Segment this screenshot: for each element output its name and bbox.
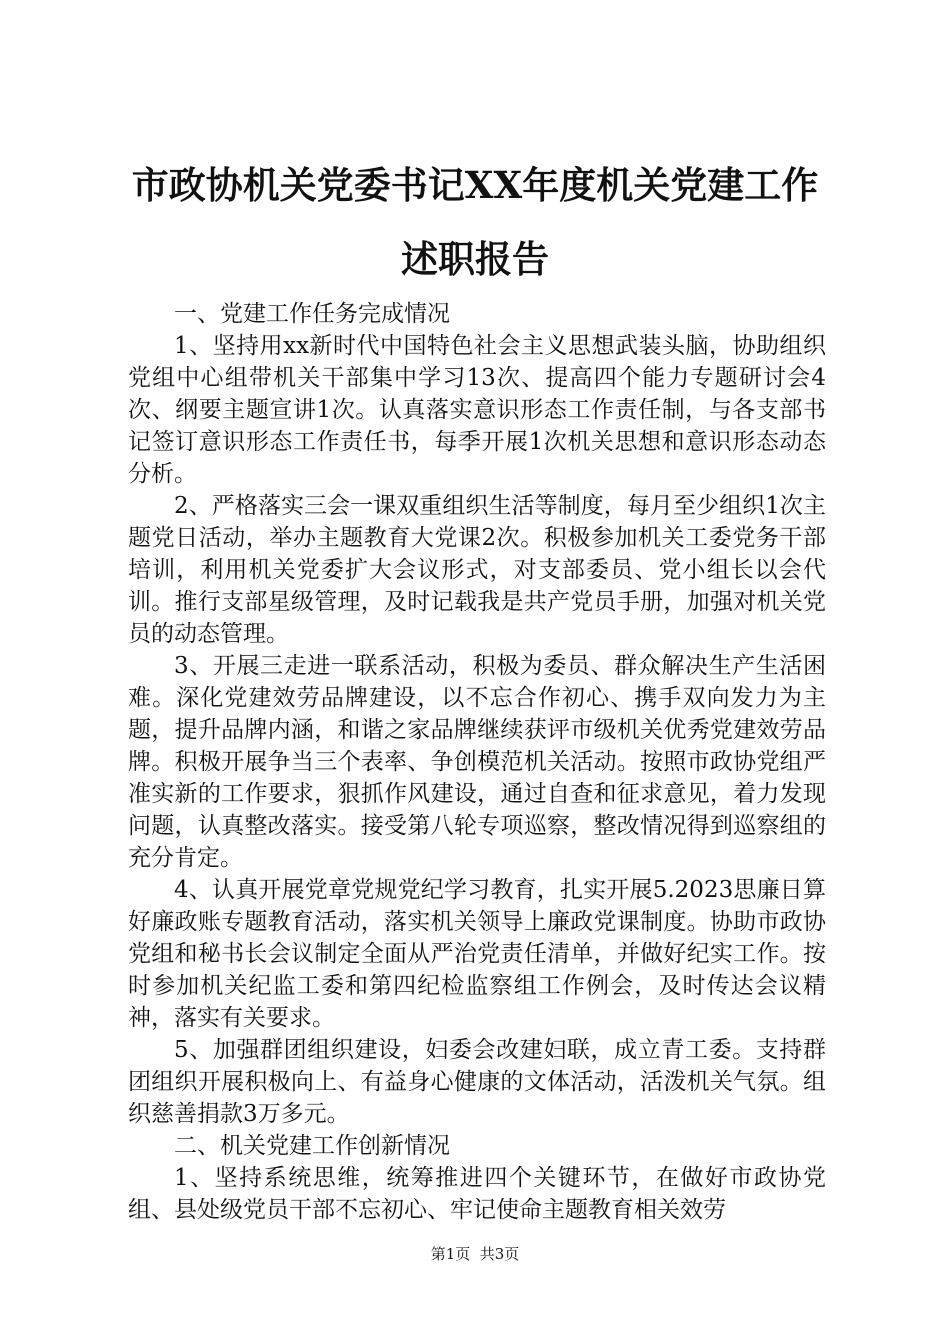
- paragraph: 4、认真开展党章党规党纪学习教育，扎实开展5.2023思廉日算好廉政账专题教育活动，落实机关领导上廉政党课制度。协助市政协党组和秘书长会议制定全面从严治党责任清单，并做好纪实工作。按时参加机关纪监工委和第四纪检监察组工作例会，及时传达会议精神，落实有关要求。: [128, 877, 826, 1031]
- page-footer: [0, 1244, 950, 1264]
- paragraph: 1、坚持用xx新时代中国特色社会主义思想武装头脑，协助组织党组中心组带机关干部集中学习13次、提高四个能力专题研讨会4次、纲要主题宣讲1次。认真落实意识形态工作责任制，与各支部书记签订意识形态工作责任书，每季开展1次机关思想和意识形态动态分析。: [128, 333, 826, 487]
- section-heading: 二、机关党建工作创新情况: [174, 1133, 450, 1159]
- section-heading: 一、党建工作任务完成情况: [174, 301, 450, 327]
- paragraph: 5、加强群团组织建设，妇委会改建妇联，成立青工委。支持群团组织开展积极向上、有益身心健康的文体活动，活泼机关气氛。组织慈善捐款3万多元。: [128, 1037, 826, 1127]
- paragraph: 3、开展三走进一联系活动，积极为委员、群众解决生产生活困难。深化党建效劳品牌建设，以不忘合作初心、携手双向发力为主题，提升品牌内涵，和谐之家品牌继续获评市级机关优秀党建效劳品牌。积极开展争当三个表率、争创模范机关活动。按照市政协党组严准实新的工作要求，狠抓作风建设，通过自查和征求意见，着力发现问题，认真整改落实。接受第八轮专项巡察，整改情况得到巡察组的充分肯定。: [128, 653, 826, 871]
- page-number: 第1页 共3页: [430, 1245, 520, 1263]
- paragraph: 2、严格落实三会一课双重组织生活等制度，每月至少组织1次主题党日活动，举办主题教育大党课2次。积极参加机关工委党务干部培训，利用机关党委扩大会议形式，对支部委员、党小组长以会代训。推行支部星级管理，及时记载我是共产党员手册，加强对机关党员的动态管理。: [128, 493, 826, 647]
- document-title: 市政协机关党委书记XX年度机关党建工作述职报告: [131, 163, 819, 281]
- document-body: [128, 298, 826, 1226]
- paragraph: 1、坚持系统思维，统筹推进四个关键环节，在做好市政协党组、县处级党员干部不忘初心、牢记使命主题教育相关效劳: [128, 1165, 826, 1223]
